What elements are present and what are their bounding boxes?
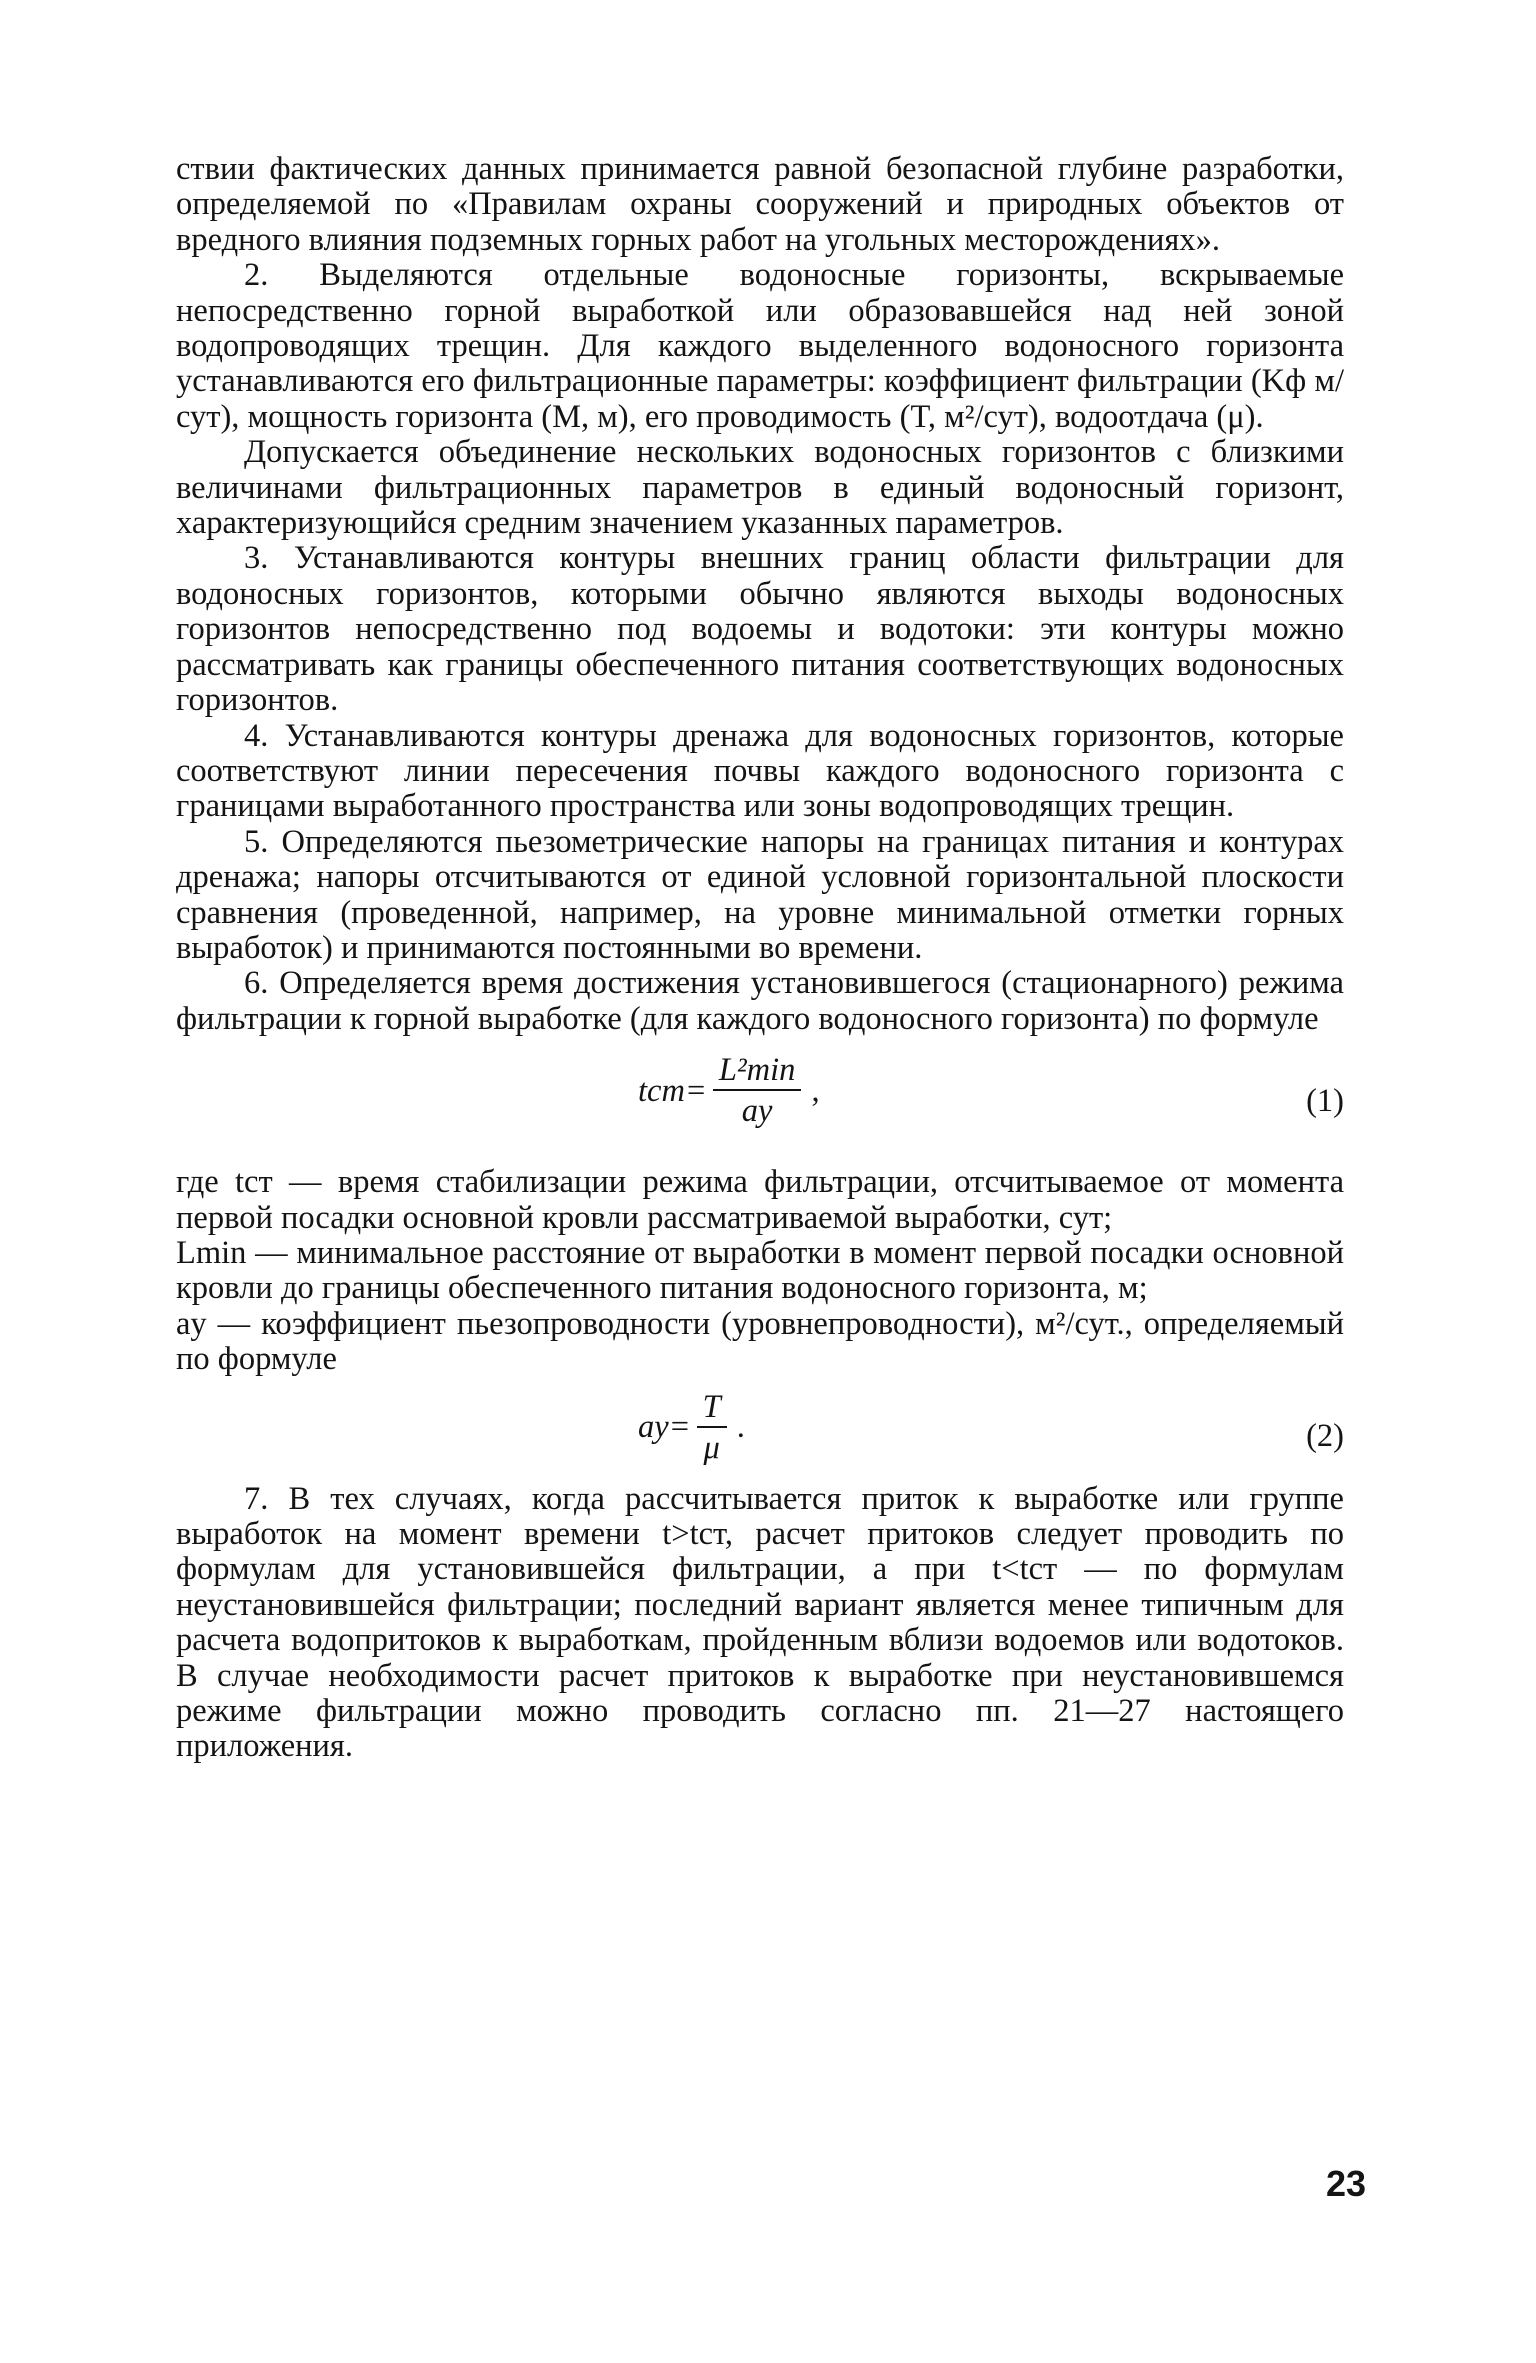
formula-2-expression <box>638 1388 745 1468</box>
paragraph-item-4: 4. Устанавливаются контуры дренажа для водоносных горизонтов, которые соответствуют линии пересечения почвы каждого водоносного горизонта с границами выработанного пространства или зоны водопроводящих трещин. <box>176 717 1344 825</box>
formula-1-punct: , <box>811 1072 820 1109</box>
formula-2-punct: . <box>736 1409 745 1446</box>
page-number: 23 <box>1326 2163 1367 2204</box>
formula-1-expression <box>638 1051 820 1131</box>
definition-tst: где tст — время стабилизации режима фильтрации, отсчитываемое от момента первой посадки основной кровли рассматриваемой выработки, сут; <box>176 1164 1344 1236</box>
paragraph-item-2-note: Допускается объединение нескольких водоносных горизонтов с близкими величинами фильтрационных параметров в единый водоносный горизонт, характеризующийся средним значением указанных параметров. <box>176 434 1344 542</box>
paragraph-item-5: 5. Определяются пьезометрические напоры на границах питания и контурах дренажа; напоры отсчитываются от единой условной горизонтальной плоскости сравнения (проведенной, например, на уровне минимальной отметки горных выработок) и принимаются постоянными во времени. <box>176 823 1344 966</box>
definition-ay: aу — коэффициент пьезопроводности (уровнепроводности), м²/сут., определяемый по формуле <box>176 1305 1344 1378</box>
formula-1 <box>176 1037 1344 1165</box>
paragraph-item-7: 7. В тех случаях, когда рассчитывается приток к выработке или группе выработок на момент времени t>tст, расчет притоков следует проводить по формулам для установившейся фильтрации, а при t<tст — по формулам неустановившейся фильтрации; последний вариант является менее типичным для расчета водопритоков к выработкам, пройденным вблизи водоемов или водотоков. В случае необходимости расчет притоков к выработке при неустановившемся режиме фильтрации можно проводить согласно пп. 21—27 настоящего приложения. <box>176 1480 1344 1765</box>
paragraph-item-3: 3. Устанавливаются контуры внешних границ области фильтрации для водоносных горизонтов, которыми обычно являются выходы водоносных горизонтов непосредственно под водоемы и водотоки: эти контуры можно рассматривать как границы обеспеченного питания соответствующих водоносных горизонтов. <box>176 540 1344 719</box>
formula-2-number: (2) <box>1306 1417 1344 1454</box>
formula-2-lhs: aу= <box>638 1409 691 1446</box>
paragraph-continuation: ствии фактических данных принимается равной безопасной глубине разработки, определяемой по «Правилам охраны сооружений и природных объектов от вредного влияния подземных горных работ на угольных месторождениях». <box>176 151 1344 258</box>
formula-2-numerator: T <box>702 1388 721 1425</box>
formula-1-denominator: aу <box>741 1093 773 1130</box>
formula-1-numerator: L²min <box>718 1052 796 1089</box>
definitions-list <box>176 1165 1344 1377</box>
formula-1-lhs: tст= <box>638 1072 707 1109</box>
text-column <box>176 152 1344 1765</box>
paragraph-item-6: 6. Определяется время достижения установившегося (стационарного) режима фильтрации к горной выработке (для каждого водоносного горизонта) по формуле <box>176 965 1344 1037</box>
formula-1-number: (1) <box>1306 1083 1344 1120</box>
formula-2-denominator: μ <box>703 1429 720 1466</box>
formula-2 <box>176 1378 1344 1482</box>
definition-lmin: Lmin — минимальное расстояние от выработки в момент первой посадки основной кровли до границы обеспеченного питания водоносного горизонта, м; <box>176 1234 1344 1307</box>
paragraph-item-2: 2. Выделяются отдельные водоносные горизонты, вскрываемые непосредственно горной выработкой или образовавшейся над ней зоной водопроводящих трещин. Для каждого выделенного водоносного горизонта устанавливаются его фильтрационные параметры: коэффициент фильтрации (Kф м/сут), мощность горизонта (M, м), его проводимость (T, м²/сут), водоотдача (μ). <box>176 257 1344 435</box>
formula-1-fraction <box>713 1051 802 1131</box>
formula-2-fraction <box>697 1388 727 1468</box>
